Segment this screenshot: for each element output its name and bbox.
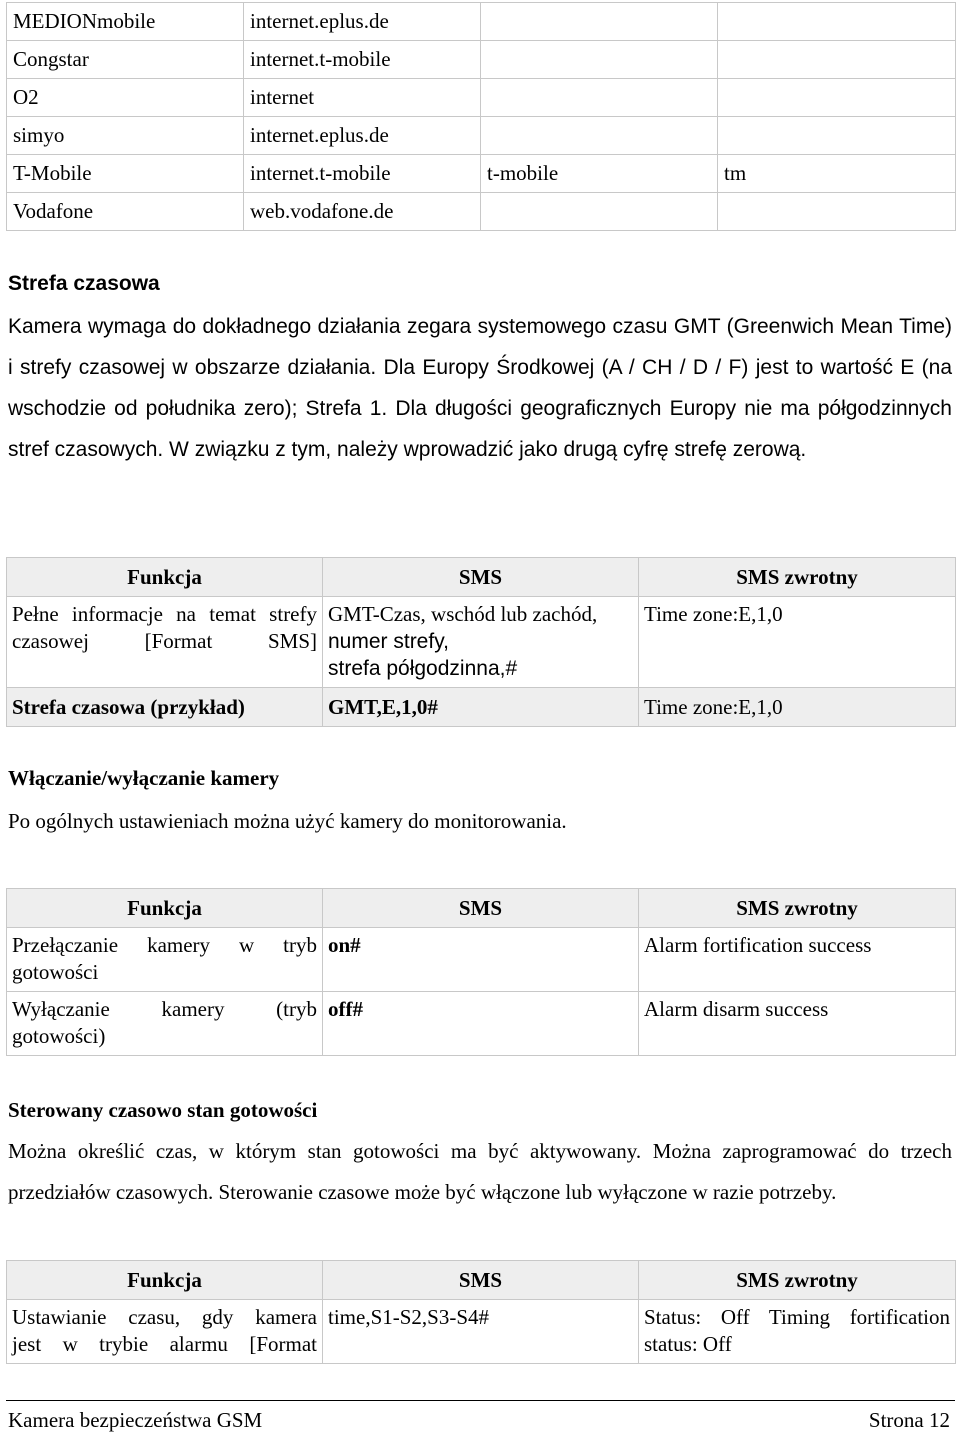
sms-cell: time,S1-S2,S3-S4# bbox=[323, 1300, 639, 1364]
table-cell bbox=[481, 3, 718, 41]
table-row bbox=[7, 41, 956, 79]
timezone-table bbox=[6, 557, 956, 727]
col-header-sms: SMS bbox=[323, 558, 639, 597]
page-number: Strona 12 bbox=[868, 1408, 950, 1432]
scheduled-paragraph: Można określić czas, w którym stan gotowości ma być aktywowany. Można zaprogramować do trzech przedziałów czasowych. Sterowanie czasowe może być włączone lub wyłączone w razie potrzeby. bbox=[8, 1139, 952, 1204]
col-header-sms-reply: SMS zwrotny bbox=[639, 1261, 956, 1300]
function-line: Ustawianie czasu, gdy kamera bbox=[12, 1305, 317, 1329]
camera-onoff-heading: Włączanie/wyłączanie kamery bbox=[8, 766, 280, 790]
table-cell bbox=[718, 79, 956, 117]
table-cell: internet.t-mobile bbox=[244, 41, 481, 79]
table-row bbox=[7, 597, 956, 688]
function-line: gotowości bbox=[12, 960, 99, 984]
function-cell bbox=[7, 928, 323, 992]
table-cell: simyo bbox=[7, 117, 244, 155]
table-cell: internet.eplus.de bbox=[244, 3, 481, 41]
table-cell: internet bbox=[244, 79, 481, 117]
col-header-sms: SMS bbox=[323, 1261, 639, 1300]
table-cell: Vodafone bbox=[7, 193, 244, 231]
table-cell bbox=[718, 41, 956, 79]
reply-cell: Alarm disarm success bbox=[639, 992, 956, 1056]
table-row bbox=[7, 193, 956, 231]
table-cell: web.vodafone.de bbox=[244, 193, 481, 231]
sms-cell: GMT,E,1,0# bbox=[323, 688, 639, 727]
table-cell: Congstar bbox=[7, 41, 244, 79]
col-header-function: Funkcja bbox=[7, 889, 323, 928]
col-header-sms-reply: SMS zwrotny bbox=[639, 889, 956, 928]
table-cell: t-mobile bbox=[481, 155, 718, 193]
table-cell bbox=[481, 193, 718, 231]
reply-line: Status: Off Timing fortification bbox=[644, 1305, 950, 1329]
table-row bbox=[7, 79, 956, 117]
function-cell bbox=[7, 992, 323, 1056]
col-header-function: Funkcja bbox=[7, 1261, 323, 1300]
table-cell bbox=[481, 41, 718, 79]
timezone-heading: Strefa czasowa bbox=[8, 272, 160, 295]
table-cell: MEDIONmobile bbox=[7, 3, 244, 41]
table-cell: internet.eplus.de bbox=[244, 117, 481, 155]
function-line: Wyłączanie kamery (tryb bbox=[12, 997, 317, 1021]
function-line: gotowości) bbox=[12, 1024, 106, 1048]
sms-line: strefa półgodzinna,# bbox=[328, 657, 518, 680]
function-cell bbox=[7, 1300, 323, 1364]
function-line: Przełączanie kamery w tryb bbox=[12, 933, 317, 957]
footer-divider bbox=[6, 1400, 955, 1401]
table-cell bbox=[718, 193, 956, 231]
sms-cell bbox=[323, 597, 639, 688]
table-row bbox=[7, 117, 956, 155]
reply-cell: Alarm fortification success bbox=[639, 928, 956, 992]
table-cell: T-Mobile bbox=[7, 155, 244, 193]
table-cell bbox=[481, 117, 718, 155]
camera-onoff-paragraph: Po ogólnych ustawieniach można użyć kamery do monitorowania. bbox=[8, 809, 567, 833]
camera-onoff-table bbox=[6, 888, 956, 1056]
sms-line: numer strefy, bbox=[328, 630, 449, 653]
scheduled-table bbox=[6, 1260, 956, 1364]
reply-line: status: Off bbox=[644, 1332, 732, 1356]
col-header-function: Funkcja bbox=[7, 558, 323, 597]
table-cell bbox=[481, 79, 718, 117]
reply-cell bbox=[639, 1300, 956, 1364]
col-header-sms: SMS bbox=[323, 889, 639, 928]
table-row bbox=[7, 155, 956, 193]
reply-cell: Time zone:E,1,0 bbox=[639, 597, 956, 688]
table-cell: internet.t-mobile bbox=[244, 155, 481, 193]
timezone-paragraph: Kamera wymaga do dokładnego działania zegara systemowego czasu GMT (Greenwich Mean Time) i strefy czasowej w obszarze działania. Dla Europy Środkowej (A / CH / D / F) jest to wartość E (na wschodzie od południka zero); Strefa 1. Dla długości geograficznych Europy nie ma półgodzinnych stref czasowych. W związku z tym, należy wprowadzić jako drugą cyfrę strefę zerową. bbox=[8, 315, 952, 461]
table-row bbox=[7, 688, 956, 727]
table-cell bbox=[718, 3, 956, 41]
apn-table bbox=[6, 2, 956, 231]
table-row bbox=[7, 928, 956, 992]
sms-line: GMT-Czas, wschód lub zachód, bbox=[328, 602, 598, 626]
function-line: jest w trybie alarmu [Format bbox=[12, 1332, 317, 1356]
col-header-sms-reply: SMS zwrotny bbox=[639, 558, 956, 597]
table-cell: tm bbox=[718, 155, 956, 193]
function-cell: Pełne informacje na temat strefy czasowej [Format SMS] bbox=[7, 597, 323, 688]
table-row bbox=[7, 992, 956, 1056]
table-cell: O2 bbox=[7, 79, 244, 117]
scheduled-heading: Sterowany czasowo stan gotowości bbox=[8, 1098, 318, 1122]
sms-cell: on# bbox=[323, 928, 639, 992]
table-row bbox=[7, 3, 956, 41]
table-cell bbox=[718, 117, 956, 155]
sms-cell: off# bbox=[323, 992, 639, 1056]
function-cell: Strefa czasowa (przykład) bbox=[7, 688, 323, 727]
footer-title: Kamera bezpieczeństwa GSM bbox=[8, 1408, 263, 1432]
table-row bbox=[7, 1300, 956, 1364]
reply-cell: Time zone:E,1,0 bbox=[639, 688, 956, 727]
